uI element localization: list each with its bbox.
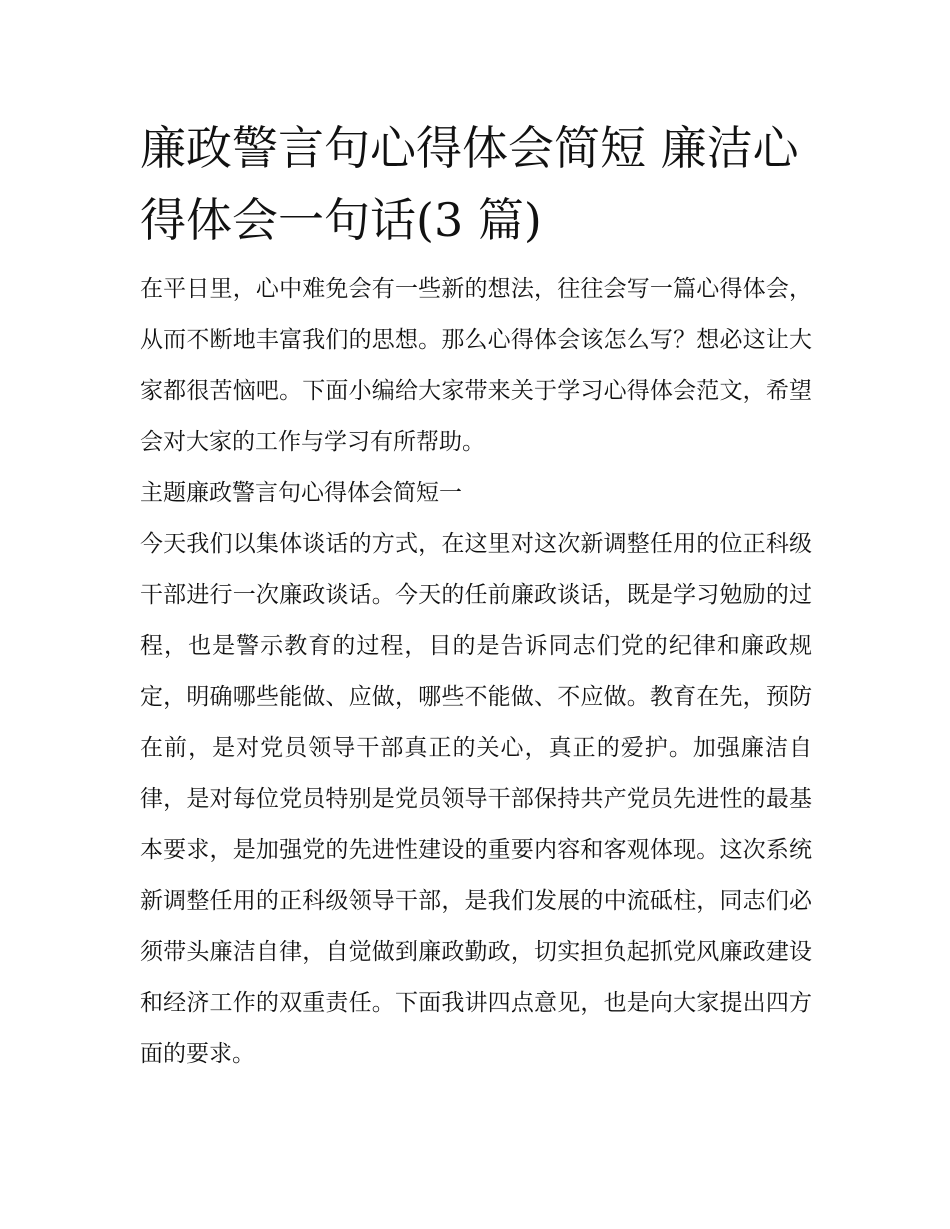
document-page — [140, 112, 812, 1080]
intro-paragraph: 在平日里，心中难免会有一些新的想法，往往会写一篇心得体会，从而不断地丰富我们的思想。那么心得体会该怎么写？想必这让大家都很苦恼吧。下面小编给大家带来关于学习心得体会范文，希望会对大家的工作与学习有所帮助。 — [140, 276, 812, 455]
document-title: 廉政警言句心得体会简短 廉洁心得体会一句话(3 篇) — [140, 121, 799, 247]
body-paragraph: 今天我们以集体谈话的方式，在这里对这次新调整任用的位正科级干部进行一次廉政谈话。今天的任前廉政谈话，既是学习勉励的过程，也是警示教育的过程，目的是告诉同志们党的纪律和廉政规定，明确哪些能做、应做，哪些不能做、不应做。教育在先，预防在前，是对党员领导干部真正的关心，真正的爱护。加强廉洁自律，是对每位党员特别是党员领导干部保持共产党员先进性的最基本要求，是加强党的先进性建设的重要内容和客观体现。这次系统新调整任用的正科级领导干部，是我们发展的中流砥柱，同志们必须带头廉洁自律，自觉做到廉政勤政，切实担负起抓党风廉政建设和经济工作的双重责任。下面我讲四点意见，也是向大家提出四方面的要求。 — [140, 531, 812, 1067]
section-heading: 主题廉政警言句心得体会简短一 — [140, 480, 462, 506]
